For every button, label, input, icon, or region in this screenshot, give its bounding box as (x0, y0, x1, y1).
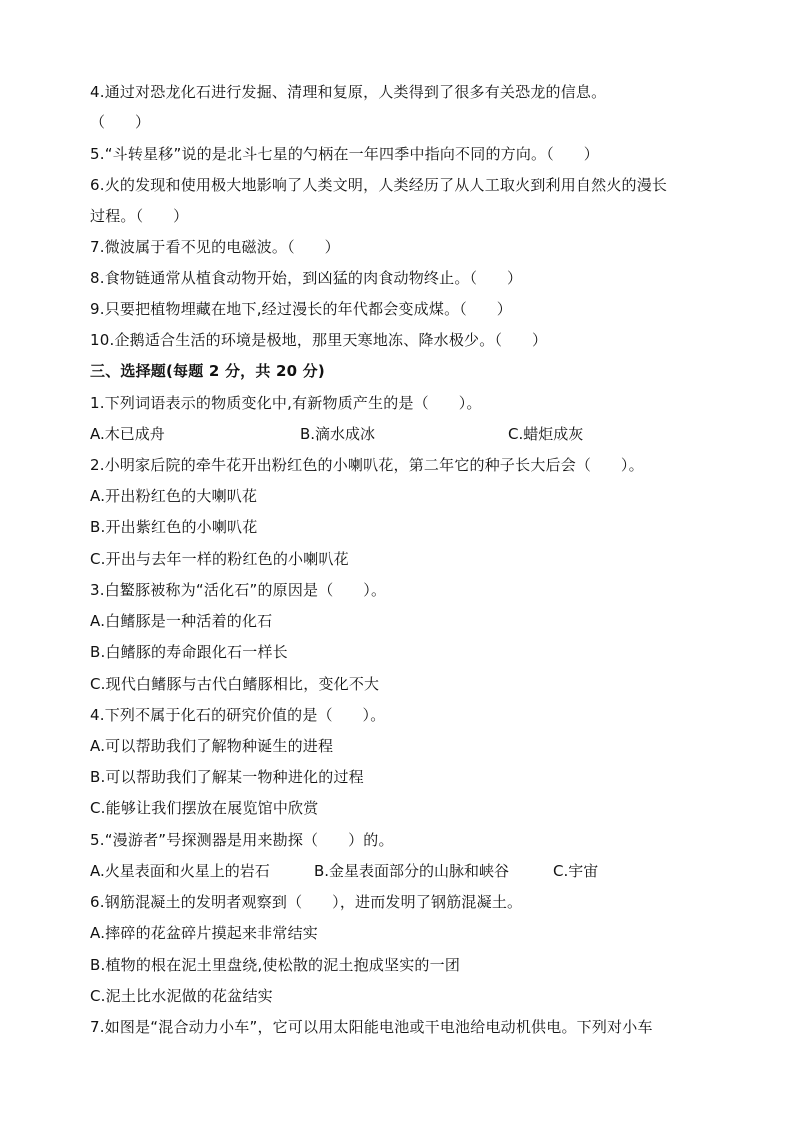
question-5-option-a: A.火星表面和火星上的岩石 (90, 862, 270, 880)
judgment-item-6-continued: 过程。（ ） (90, 207, 189, 225)
judgment-item-8: 8.食物链通常从植食动物开始，到凶猛的肉食动物终止。（ ） (90, 269, 523, 287)
question-2-option-c: C.开出与去年一样的粉红色的小喇叭花 (90, 550, 349, 568)
question-5-options (90, 861, 710, 881)
question-4-stem: 4.下列不属于化石的研究价值的是（ ）。 (90, 706, 386, 724)
question-5-option-c: C.宇宙 (553, 862, 599, 880)
question-6-stem: 6.钢筋混凝土的发明者观察到（ ），进而发明了钢筋混凝土。 (90, 893, 523, 911)
question-2-option-b: B.开出紫红色的小喇叭花 (90, 518, 258, 536)
judgment-item-4: 4.通过对恐龙化石进行发掘、清理和复原，人类得到了很多有关恐龙的信息。 (90, 83, 607, 101)
question-4-option-c: C.能够让我们摆放在展览馆中欣赏 (90, 799, 319, 817)
question-6-option-b: B.植物的根在泥土里盘绕,使松散的泥土抱成坚实的一团 (90, 956, 461, 974)
question-3-option-a: A.白鳍豚是一种活着的化石 (90, 612, 273, 630)
judgment-item-6: 6.火的发现和使用极大地影响了人类文明，人类经历了从人工取火到利用自然火的漫长 (90, 176, 668, 194)
question-7-stem: 7.如图是“混合动力小车”，它可以用太阳能电池或干电池给电动机供电。下列对小车 (90, 1018, 653, 1036)
question-3-option-b: B.白鳍豚的寿命跟化石一样长 (90, 643, 288, 661)
question-6-option-a: A.摔碎的花盆碎片摸起来非常结实 (90, 924, 318, 942)
section-heading-choice: 三、选择题(每题 2 分，共 20 分) (90, 362, 325, 380)
question-4-option-b: B.可以帮助我们了解某一物种进化的过程 (90, 768, 364, 786)
judgment-item-5: 5.“斗转星移”说的是北斗七星的勺柄在一年四季中指向不同的方向。（ ） (90, 145, 599, 163)
question-1-stem: 1.下列词语表示的物质变化中,有新物质产生的是（ ）。 (90, 394, 482, 412)
judgment-item-7: 7.微波属于看不见的电磁波。（ ） (90, 238, 340, 256)
question-4-option-a: A.可以帮助我们了解物种诞生的进程 (90, 737, 334, 755)
question-3-option-c: C.现代白鳍豚与古代白鳍豚相比，变化不大 (90, 675, 380, 693)
question-1-option-b: B.滴水成冰 (300, 425, 376, 443)
question-5-stem: 5.“漫游者”号探测器是用来勘探（ ）的。 (90, 831, 394, 849)
question-1-option-a: A.木已成舟 (90, 425, 165, 443)
question-1-options (90, 424, 710, 444)
question-2-option-a: A.开出粉红色的大喇叭花 (90, 487, 258, 505)
judgment-item-10: 10.企鹅适合生活的环境是极地，那里天寒地冻、降水极少。（ ） (90, 331, 548, 349)
question-2-stem: 2.小明家后院的牵牛花开出粉红色的小喇叭花，第二年它的种子长大后会（ ）。 (90, 456, 644, 474)
judgment-item-4-blank: （ ） (90, 113, 151, 131)
question-5-option-b: B.金星表面部分的山脉和峡谷 (314, 862, 510, 880)
question-3-stem: 3.白鳘豚被称为“活化石”的原因是（ ）。 (90, 581, 387, 599)
judgment-item-9: 9.只要把植物埋藏在地下,经过漫长的年代都会变成煤。（ ） (90, 300, 512, 318)
question-1-option-c: C.蜡炬成灰 (508, 425, 584, 443)
question-6-option-c: C.泥土比水泥做的花盆结实 (90, 987, 273, 1005)
